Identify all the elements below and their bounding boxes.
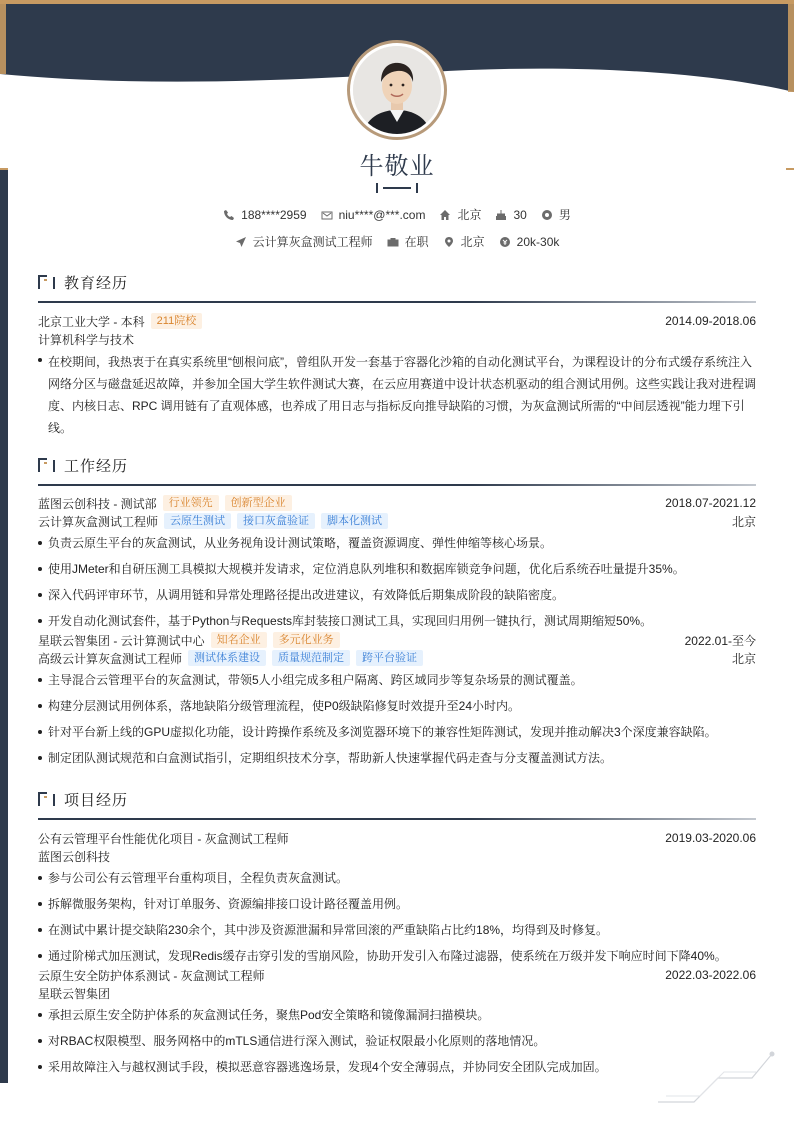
role-tag: 接口灰盒验证 (237, 513, 315, 529)
education-period: 2014.09-2018.06 (665, 314, 756, 328)
job-entry (38, 494, 756, 630)
salary-icon (499, 236, 511, 248)
major-row (38, 330, 756, 348)
job-role-row (38, 512, 756, 530)
section-title: 项目经历 (64, 791, 129, 809)
list-item: 在校期间，我热衷于在真实系统里“刨根问底”，曾组队开发一套基于容器化沙箱的自动化测试平台，为课程设计的分布式缓存系统注入网络分区与磁盘延迟故障，并参加全国大学生软件测试大赛，在云应用赛道中设计状态机驱动的组合测试用例。这些实践让我对进程调度、内核日志、RPC 调用链有了直观体感，也养成了用日志与指标反向推导缺陷的习惯，为灰盒测试所需的“中间层透视”能力埋下引线。 (38, 351, 756, 439)
project-name: 公有云管理平台性能优化项目 - 灰盒测试工程师 (38, 831, 289, 846)
section-title: 工作经历 (64, 457, 129, 475)
status-info (387, 233, 429, 250)
candidate-name: 牛敬业 (359, 153, 435, 180)
briefcase-icon (387, 236, 399, 248)
education-header (38, 272, 756, 292)
job-period: 2022.01-至今 (684, 633, 756, 648)
company-name: 蓝图云创科技 - 测试部 (38, 496, 157, 511)
list-item: 使用JMeter和自研压测工具模拟大规模并发请求，定位消息队列堆积和数据库锁竞争问题，优化后系统吞吐量提升35%。 (38, 560, 756, 586)
gender-info (541, 206, 571, 223)
job-company-row (38, 494, 756, 512)
project-title-row (38, 829, 756, 847)
education-bullets (38, 351, 756, 439)
target-city-info (443, 233, 485, 250)
work-header (38, 455, 756, 475)
project-org: 星联云智集团 (38, 986, 111, 1001)
section-bracket-icon (38, 792, 56, 806)
list-item: 深入代码评审环节，从调用链和异常处理路径提出改进建议，有效降低后期集成阶段的缺陷密度。 (38, 586, 756, 612)
company-name: 星联云智集团 - 云计算测试中心 (38, 633, 205, 648)
job-role: 云计算灰盒测试工程师 (38, 514, 159, 529)
project-org-row (38, 847, 756, 865)
list-item: 通过阶梯式加压测试，发现Redis缓存击穿引发的雪崩风险，协助开发引入布隆过滤器，使系统在万级并发下响应时间下降40%。 (38, 947, 756, 965)
job-city: 北京 (731, 651, 756, 666)
project-period: 2022.03-2022.06 (665, 968, 756, 982)
project-name: 云原生安全防护体系测试 - 灰盒测试工程师 (38, 968, 265, 983)
list-item: 开发自动化测试套件，基于Python与Requests库封装接口测试工具，实现回归用例一键执行，测试周期缩短50%。 (38, 612, 756, 630)
cake-icon (495, 209, 507, 221)
job-period: 2018.07-2021.12 (665, 496, 756, 510)
job-company-row (38, 631, 756, 649)
project-bullets (38, 1006, 756, 1076)
list-item: 制定团队测试规范和白盒测试指引，定期组织技术分享，帮助新人快速掌握代码走查与分支覆盖测试方法。 (38, 749, 756, 767)
projects-header (38, 789, 756, 809)
project-entry (38, 829, 756, 965)
project-bullets (38, 869, 756, 965)
education-section (38, 272, 756, 439)
project-title-row (38, 966, 756, 984)
list-item: 承担云原生安全防护体系的灰盒测试任务，聚焦Pod安全策略和镜像漏洞扫描模块。 (38, 1006, 756, 1032)
job-bullets (38, 671, 756, 767)
work-section (38, 455, 756, 767)
age-info (495, 206, 526, 223)
list-item: 针对平台新上线的GPU虚拟化功能，设计跨操作系统及多浏览器环境下的兼容性矩阵测试，发现并推动解决3个深度兼容缺陷。 (38, 723, 756, 749)
employment-status: 在职 (404, 235, 429, 249)
job-role: 高级云计算灰盒测试工程师 (38, 651, 183, 666)
contact-row (0, 206, 794, 223)
salary-info (499, 233, 560, 250)
company-tag: 行业领先 (163, 495, 219, 511)
job-entry (38, 631, 756, 767)
job-bullets (38, 534, 756, 630)
section-bracket-icon (38, 458, 56, 472)
gender-icon (541, 209, 553, 221)
role-tag: 云原生测试 (164, 513, 231, 529)
send-icon (235, 236, 247, 248)
email-info (321, 206, 426, 223)
list-item: 采用故障注入与越权测试手段，模拟恶意容器逃逸场景，发现4个安全薄弱点，并协同安全团队完成加固。 (38, 1058, 756, 1076)
hometown: 北京 (457, 208, 482, 222)
role-tag: 测试体系建设 (188, 650, 266, 666)
section-bracket-icon (38, 275, 56, 289)
list-item: 主导混合云管理平台的灰盒测试，带领5人小组完成多租户隔离、跨区域同步等复杂场景的测试覆盖。 (38, 671, 756, 697)
home-icon (439, 209, 451, 221)
target-role-info (235, 233, 373, 250)
job-intent-row (0, 233, 794, 250)
list-item: 参与公司公有云管理平台重构项目，全程负责灰盒测试。 (38, 869, 756, 895)
email-address: niu****@***.com (338, 207, 426, 222)
project-period: 2019.03-2020.06 (665, 831, 756, 845)
role-tag: 跨平台验证 (356, 650, 423, 666)
company-tag: 多元化业务 (273, 632, 340, 648)
project-org-row (38, 984, 756, 1002)
corner-line-ornament (656, 1046, 776, 1106)
avatar (347, 40, 447, 140)
list-item: 负责云原生平台的灰盒测试，从业务视角设计测试策略，覆盖资源调度、弹性伸缩等核心场景。 (38, 534, 756, 560)
role-tag: 脚本化测试 (321, 513, 388, 529)
list-item: 在测试中累计提交缺陷230余个，其中涉及资源泄漏和异常回滚的严重缺陷占比约18%，均得到及时修复。 (38, 921, 756, 947)
job-city: 北京 (731, 514, 756, 529)
project-entry (38, 966, 756, 1076)
education-entry-header (38, 312, 756, 330)
age: 30 (513, 207, 527, 222)
job-role-row (38, 649, 756, 667)
mail-icon (321, 209, 333, 221)
phone-number: 188****2959 (241, 207, 307, 222)
section-divider (38, 484, 756, 486)
name-divider-ornament (376, 183, 418, 193)
section-title: 教育经历 (64, 274, 129, 292)
company-tag: 创新型企业 (225, 495, 292, 511)
list-item: 对RBAC权限模型、服务网格中的mTLS通信进行深入测试，验证权限最小化原则的落地情况。 (38, 1032, 756, 1058)
section-divider (38, 818, 756, 820)
school-tag: 211院校 (151, 313, 203, 329)
hometown-info (439, 206, 481, 223)
projects-section (38, 789, 756, 1076)
avatar-photo (353, 46, 441, 134)
gender: 男 (558, 208, 571, 222)
target-role: 云计算灰盒测试工程师 (252, 235, 373, 249)
phone-info (223, 206, 306, 223)
section-divider (38, 301, 756, 303)
role-tag: 质量规范制定 (272, 650, 350, 666)
left-decorative-stripe (0, 168, 8, 1083)
list-item: 构建分层测试用例体系，落地缺陷分级管理流程，使P0级缺陷修复时效提升至24小时内。 (38, 697, 756, 723)
location-icon (443, 236, 455, 248)
school-name: 北京工业大学 - 本科 (38, 314, 145, 329)
expected-salary: 20k-30k (516, 234, 560, 249)
company-tag: 知名企业 (211, 632, 267, 648)
target-city: 北京 (460, 235, 485, 249)
major: 计算机科学与技术 (38, 332, 135, 347)
list-item: 拆解微服务架构，针对订单服务、资源编排接口设计路径覆盖用例。 (38, 895, 756, 921)
project-org: 蓝图云创科技 (38, 849, 111, 864)
phone-icon (223, 209, 235, 221)
